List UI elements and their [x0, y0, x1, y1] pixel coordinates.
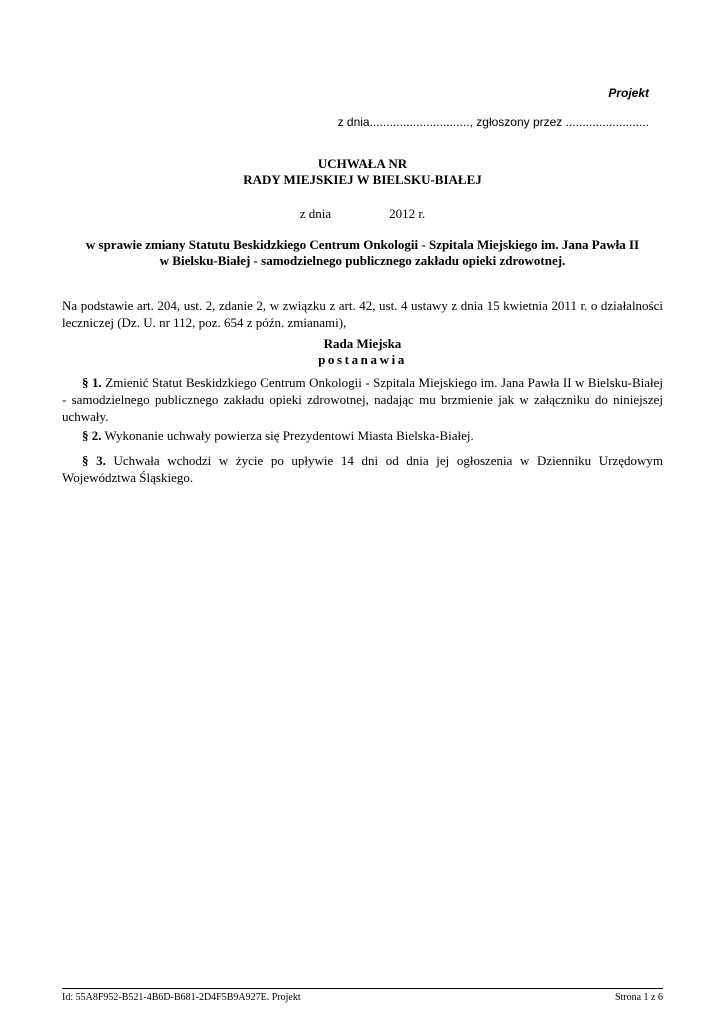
subject-line2: w Bielsku-Białej - samodzielnego publicznego zakładu opieki zdrowotnej. [159, 253, 566, 268]
resolution-title-line1: UCHWAŁA NR [317, 156, 408, 171]
paragraph-2-number: § 2. [82, 428, 102, 443]
footer-document-id: Id: 55A8F952-B521-4B6D-B681-2D4F5B9A927E. Projekt [62, 992, 301, 1003]
paragraph-2 [62, 427, 663, 444]
paragraph-1-text: Zmienić Statut Beskidzkiego Centrum Onkologii - Szpitala Miejskiego im. Jana Pawła II w Bielsku-Białej - samodzielnego publicznego zakładu opieki zdrowotnej, nadając mu brzmienie jak w załączniku do niniejszej uchwały. [62, 375, 664, 424]
resolution-title-line2: RADY MIEJSKIEJ W BIELSKU-BIAŁEJ [243, 172, 482, 187]
footer-divider [62, 988, 663, 989]
date-year: 2012 r. [389, 206, 426, 221]
projekt-label: Projekt [608, 86, 649, 100]
council-name: Rada Miejska [323, 336, 402, 351]
submission-line: z dnia.............................., zgłoszony przez ......................... [337, 115, 649, 129]
paragraph-3-number: § 3. [82, 453, 106, 468]
resolution-title [62, 156, 663, 188]
footer-page-number: Strona 1 z 6 [614, 992, 663, 1003]
subject-line1: w sprawie zmiany Statutu Beskidzkiego Centrum Onkologii - Szpitala Miejskiego im. Jana Pawła II [85, 237, 640, 252]
resolution-date [62, 206, 663, 222]
resolves-word: postanawia [318, 352, 407, 367]
legal-basis: Na podstawie art. 204, ust. 2, zdanie 2, w związku z art. 42, ust. 4 ustawy z dnia 15 kwietnia 2011 r. o działalności leczniczej (Dz. U. nr 112, poz. 654 z późn. zmianami), [62, 298, 663, 330]
paragraph-1-number: § 1. [82, 375, 102, 390]
paragraph-1 [62, 374, 663, 425]
paragraph-2-text: Wykonanie uchwały powierza się Prezydentowi Miasta Bielska-Białej. [104, 428, 474, 443]
paragraph-3 [62, 452, 663, 486]
paragraph-3-text: Uchwała wchodzi w życie po upływie 14 dni od dnia jej ogłoszenia w Dzienniku Urzędowym Województwa Śląskiego. [62, 453, 664, 485]
resolution-subject [62, 237, 663, 269]
date-prefix: z dnia [299, 206, 332, 221]
